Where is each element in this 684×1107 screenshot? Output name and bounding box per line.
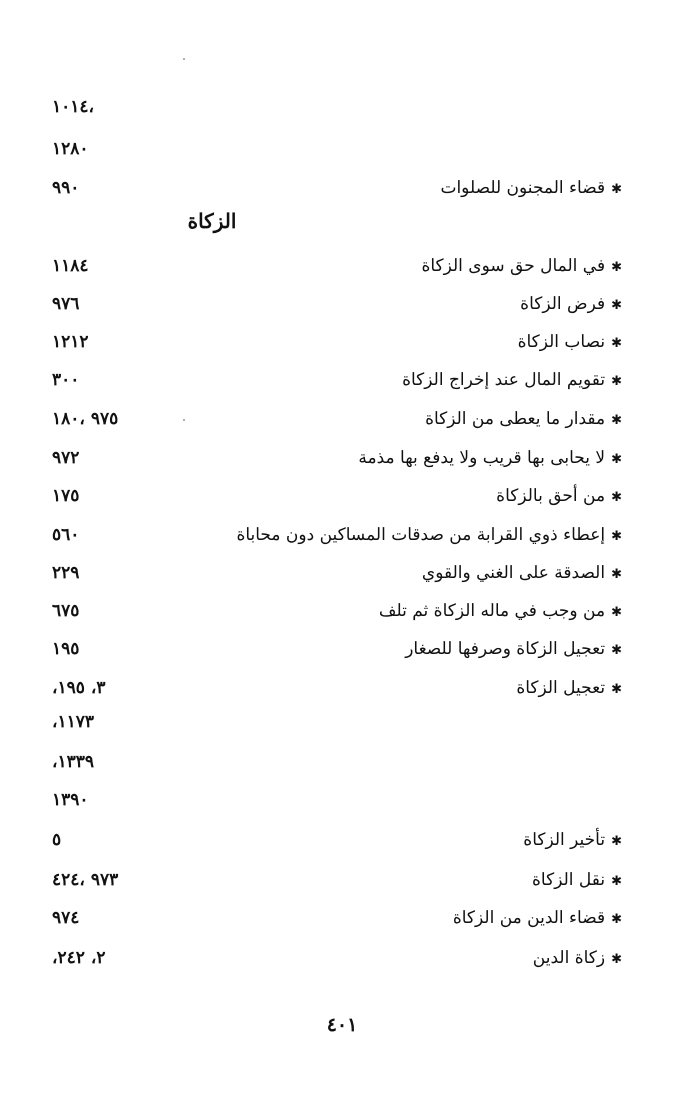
entry-topic: ✱في المال حق سوى الزكاة xyxy=(421,256,622,276)
continuation-line xyxy=(40,744,634,780)
asterisk-icon: ✱ xyxy=(611,605,622,620)
asterisk-icon: ✱ xyxy=(611,874,622,889)
asterisk-icon: ✱ xyxy=(611,834,622,849)
page-refs: ١١٨٤ xyxy=(52,256,89,276)
index-entry xyxy=(40,517,634,553)
asterisk-icon: ✱ xyxy=(611,413,622,428)
index-entry xyxy=(40,286,634,322)
index-entry xyxy=(40,593,634,629)
index-entry xyxy=(40,324,634,360)
index-entry xyxy=(40,670,634,706)
page-refs: ١٢١٢ xyxy=(52,332,89,352)
entry-topic: ✱مقدار ما يعطى من الزكاة xyxy=(425,409,622,429)
index-entry xyxy=(40,440,634,476)
page-refs: ٥٦٠ xyxy=(52,525,80,545)
page-refs: ١٣٣٩، xyxy=(52,752,95,772)
entry-topic: ✱زكاة الدين xyxy=(532,948,622,968)
page-refs: ١٣٩٠ xyxy=(52,790,89,810)
section-heading: الزكاة xyxy=(187,209,237,233)
page-refs: ٩٧٢ xyxy=(52,448,80,468)
page-refs: ٢، ٢٤٢، xyxy=(52,948,106,968)
index-entry xyxy=(40,555,634,591)
page-refs: ٩٧٦ xyxy=(52,294,80,314)
continuation-line xyxy=(40,89,634,125)
entry-topic: ✱فرض الزكاة xyxy=(520,294,622,314)
entry-topic: ✱تقويم المال عند إخراج الزكاة xyxy=(402,370,622,390)
page-refs: ١٢٨٠ xyxy=(52,139,89,159)
page-refs: ٣، ١٩٥، xyxy=(52,678,106,698)
entry-topic: ✱نقل الزكاة xyxy=(532,870,622,890)
asterisk-icon: ✱ xyxy=(611,952,622,967)
index-entry xyxy=(40,862,634,898)
entry-topic: ✱من أحق بالزكاة xyxy=(496,486,622,506)
page-refs: ،١٠١٤ xyxy=(52,97,95,117)
page-refs: ٩٧٤ xyxy=(52,908,80,928)
page-refs: ١٧٥ xyxy=(52,486,80,506)
entry-topic: ✱تعجيل الزكاة وصرفها للصغار xyxy=(405,639,622,659)
asterisk-icon: ✱ xyxy=(611,182,622,197)
asterisk-icon: ✱ xyxy=(611,529,622,544)
page-refs: ٢٢٩ xyxy=(52,563,80,583)
index-entry xyxy=(40,170,634,206)
page-refs: ٥ xyxy=(52,830,62,850)
asterisk-icon: ✱ xyxy=(611,298,622,313)
asterisk-icon: ✱ xyxy=(611,490,622,505)
page-refs: ٦٧٥ xyxy=(52,601,80,621)
page-refs: ٩٧٥ ،١٨٠ xyxy=(52,409,119,429)
entry-topic: ✱نصاب الزكاة xyxy=(517,332,622,352)
entry-topic: ✱إعطاء ذوي القرابة من صدقات المساكين دون محاباة xyxy=(236,525,622,545)
page-refs: ٩٧٣ ،٤٢٤ xyxy=(52,870,119,890)
asterisk-icon: ✱ xyxy=(611,260,622,275)
asterisk-icon: ✱ xyxy=(611,567,622,582)
entry-topic: ✱تأخير الزكاة xyxy=(523,830,622,850)
entry-topic: ✱قضاء الدين من الزكاة xyxy=(452,908,622,928)
continuation-line xyxy=(40,782,634,818)
asterisk-icon: ✱ xyxy=(611,452,622,467)
asterisk-icon: ✱ xyxy=(611,643,622,658)
entry-topic: ✱تعجيل الزكاة xyxy=(516,678,622,698)
page-number: ٤٠١ xyxy=(326,1014,358,1036)
asterisk-icon: ✱ xyxy=(611,374,622,389)
entry-topic: ✱لا يحابى بها قريب ولا يدفع بها مذمة xyxy=(358,448,622,468)
entry-topic: ✱من وجب في ماله الزكاة ثم تلف xyxy=(378,601,622,621)
index-entry xyxy=(40,822,634,858)
page-refs: ١١٧٣، xyxy=(52,712,95,732)
index-entry xyxy=(40,631,634,667)
scan-speck xyxy=(183,58,185,60)
page-refs: ٩٩٠ xyxy=(52,178,80,198)
entry-topic: ✱قضاء المجنون للصلوات xyxy=(440,178,622,198)
index-entry xyxy=(40,401,634,437)
page-refs: ١٩٥ xyxy=(52,639,80,659)
scan-speck xyxy=(183,419,185,421)
entry-topic: ✱الصدقة على الغني والقوي xyxy=(421,563,622,583)
asterisk-icon: ✱ xyxy=(611,336,622,351)
index-entry xyxy=(40,900,634,936)
continuation-line xyxy=(40,131,634,167)
asterisk-icon: ✱ xyxy=(611,682,622,697)
index-entry xyxy=(40,940,634,976)
continuation-line xyxy=(40,704,634,740)
page-refs: ٣٠٠ xyxy=(52,370,80,390)
asterisk-icon: ✱ xyxy=(611,912,622,927)
index-entry xyxy=(40,362,634,398)
index-entry xyxy=(40,248,634,284)
index-entry xyxy=(40,478,634,514)
